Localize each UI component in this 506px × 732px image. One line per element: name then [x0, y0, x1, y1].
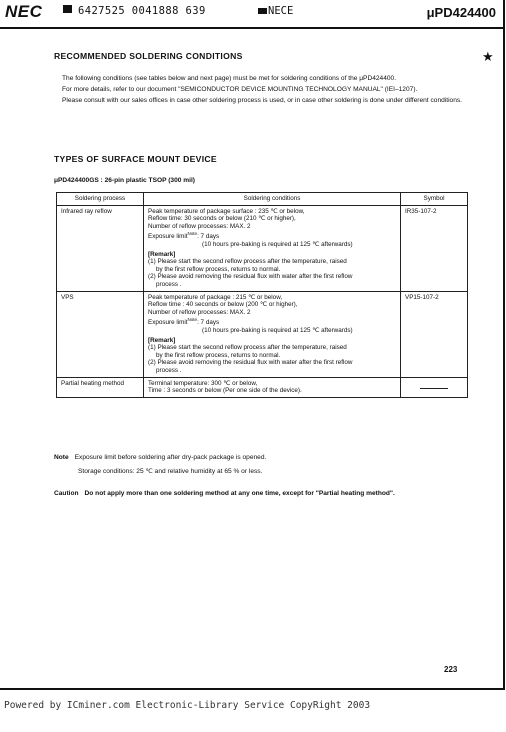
header-code: 6427525 0041888 639	[78, 5, 206, 17]
caution-text: Do not apply more than one soldering method at any one time, except for "Partial heating method".	[84, 490, 395, 497]
symbol-cell: VP15-107-2	[401, 291, 468, 377]
caution-block	[54, 490, 395, 497]
storage-conditions: Storage conditions: 25 ℃ and relative humidity at 65 % or less.	[78, 468, 263, 475]
process-cell: Infrared ray reflow	[57, 205, 144, 291]
condition-line: process .	[156, 367, 182, 375]
col-header-conditions: Soldering conditions	[144, 193, 401, 206]
condition-line: (2) Please avoid removing the residual flux with water after the first reflow	[148, 273, 353, 281]
exposure-days: : 7 days	[197, 233, 220, 241]
note-superscript: Note	[187, 317, 198, 323]
table-row	[57, 377, 468, 397]
table-header-row	[57, 193, 468, 206]
condition-line: Terminal temperature: 300 ℃ or below,	[148, 379, 258, 387]
header-rule	[0, 27, 505, 29]
table-row	[57, 291, 468, 377]
col-header-process: Soldering process	[57, 193, 144, 206]
condition-line: (10 hours pre-baking is required at 125 ℃ afterwards)	[202, 241, 353, 249]
condition-line: Time : 3 seconds or below (Per one side of the device).	[148, 387, 302, 395]
exposure-label: Exposure limit	[148, 319, 188, 327]
conditions-cell	[144, 377, 401, 397]
condition-line: Peak temperature of package : 215 ℃ or below,	[148, 293, 283, 301]
condition-line: by the first reflow process, returns to normal.	[156, 265, 281, 273]
condition-line	[148, 316, 396, 327]
condition-line: by the first reflow process, returns to normal.	[156, 351, 281, 359]
table-row	[57, 205, 468, 291]
condition-line: (2) Please avoid removing the residual flux with water after the first reflow	[148, 359, 353, 367]
condition-line: (1) Please start the second reflow process after the temperature, raised	[148, 344, 347, 352]
note-label: Note	[54, 454, 69, 461]
part-number: μPD424400	[426, 5, 496, 20]
intro-line-1: The following conditions (see tables below and next page) must be met for soldering conditions of the μPD424400.	[62, 75, 397, 82]
note-text: Exposure limit before soldering after dry-pack package is opened.	[74, 454, 267, 461]
conditions-cell	[144, 291, 401, 377]
package-description: μPD424400GS : 26-pin plastic TSOP (300 mil)	[54, 177, 195, 184]
remark-label: [Remark]	[148, 250, 176, 258]
intro-paragraphs	[54, 73, 468, 106]
symbol-cell	[401, 377, 468, 397]
caution-label: Caution	[54, 490, 79, 497]
header-company: NECE	[268, 5, 294, 17]
condition-line: Peak temperature of package surface : 235 ℃ or below,	[148, 207, 305, 215]
symbol-cell: IR35-107-2	[401, 205, 468, 291]
col-header-symbol: Symbol	[401, 193, 468, 206]
section-title-types: TYPES OF SURFACE MOUNT DEVICE	[54, 154, 217, 164]
dash-symbol	[420, 388, 448, 389]
star-icon: ★	[482, 49, 494, 64]
condition-line: Reflow time: 30 seconds or below (210 ℃ or higher),	[148, 215, 296, 223]
condition-line: Number of reflow processes: MAX. 2	[148, 222, 251, 230]
conditions-cell	[144, 205, 401, 291]
page-border-bottom	[0, 688, 505, 690]
note-block	[54, 454, 266, 461]
condition-line	[148, 230, 396, 241]
soldering-table	[56, 192, 468, 398]
process-cell: VPS	[57, 291, 144, 377]
nec-logo: NEC	[5, 2, 43, 21]
exposure-label: Exposure limit	[148, 233, 188, 241]
remark-label: [Remark]	[148, 336, 176, 344]
process-cell: Partial heating method	[57, 377, 144, 397]
section-title-soldering: RECOMMENDED SOLDERING CONDITIONS	[54, 51, 243, 61]
intro-line-2: For more details, refer to our document "SEMICONDUCTOR DEVICE MOUNTING TECHNOLOGY MANUAL" (IEI–1207).	[62, 86, 418, 93]
exposure-days: : 7 days	[197, 319, 220, 327]
note-superscript: Note	[187, 231, 198, 237]
page-border-right	[503, 0, 505, 690]
header-block-mark	[63, 5, 72, 13]
condition-line: process .	[156, 281, 182, 289]
footer-copyright: Powered by ICminer.com Electronic-Library Service CopyRight 2003	[4, 700, 371, 711]
condition-line: (10 hours pre-baking is required at 125 ℃ afterwards)	[202, 327, 353, 335]
condition-line: (1) Please start the second reflow process after the temperature, raised	[148, 258, 347, 266]
condition-line: Number of reflow processes: MAX. 2	[148, 308, 251, 316]
condition-line: Reflow time : 40 seconds or below (200 ℃ or higher),	[148, 301, 298, 309]
intro-line-3: Please consult with our sales offices in case other soldering process is used, or in case other soldering is done under different conditions.	[62, 97, 463, 104]
page-number: 223	[444, 665, 458, 674]
header-block-mark-2	[258, 8, 267, 14]
